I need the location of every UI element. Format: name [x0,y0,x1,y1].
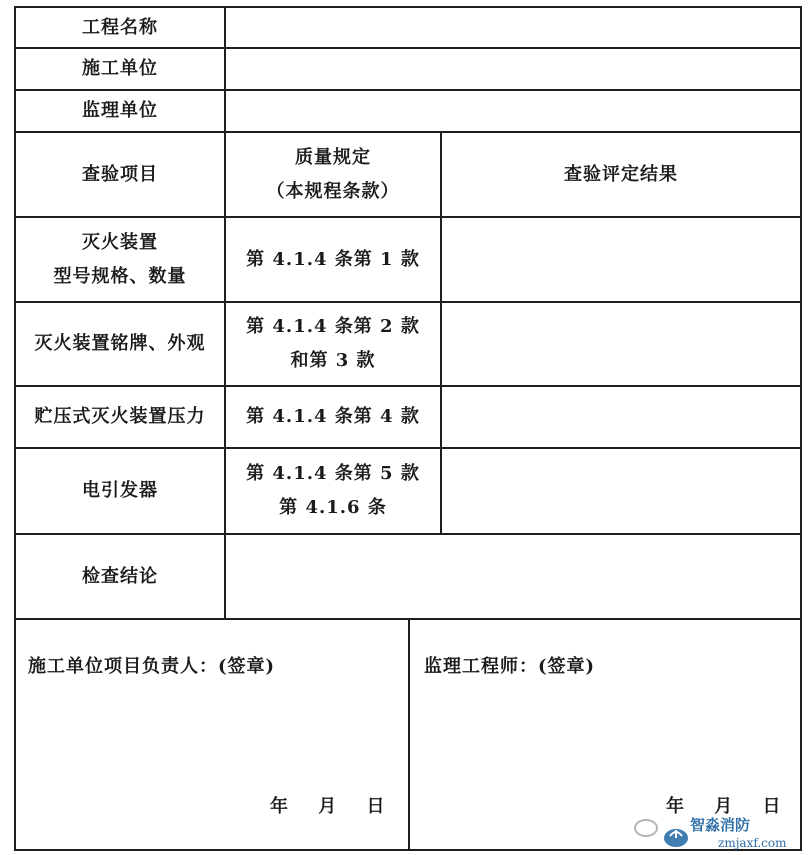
watermark-brand: 智淼消防 [690,816,751,834]
row-item: 贮压式灭火装置压力 [34,406,206,427]
supervisor-signature: 监理工程师：(签章) [424,656,596,677]
watermark-url: zmjaxf.com [718,836,787,850]
conclusion-value[interactable] [226,535,800,618]
header-result: 查验评定结果 [564,163,678,185]
row-result[interactable] [442,218,800,301]
date-left: 年 月 日 [270,796,386,817]
construction-unit-value[interactable] [226,49,800,89]
row-clause: 第 4.1.4 条第 5 款 第 4.1.6 条 [246,463,420,518]
watermark-logo-icon [628,808,688,852]
signature-divider [408,618,410,851]
row-clause: 第 4.1.4 条第 1 款 [246,248,420,270]
header-item: 查验项目 [82,163,158,185]
supervision-unit-label: 监理单位 [82,100,158,121]
conclusion-label: 检查结论 [82,565,158,587]
row-result[interactable] [442,449,800,533]
construction-lead-signature: 施工单位项目负责人：(签章) [28,656,276,677]
row-item: 电引发器 [82,480,158,501]
row-result[interactable] [442,387,800,447]
row-result[interactable] [442,303,800,385]
row-item: 灭火装置铭牌、外观 [34,333,206,354]
row-clause: 第 4.1.4 条第 2 款 和第 3 款 [246,316,420,371]
project-name-value[interactable] [226,8,800,47]
border-right [800,6,802,851]
row-clause: 第 4.1.4 条第 4 款 [246,406,420,427]
row-item: 灭火装置 型号规格、数量 [53,231,187,287]
supervision-unit-value[interactable] [226,91,800,131]
project-name-label: 工程名称 [82,16,158,38]
construction-unit-label: 施工单位 [82,58,158,79]
date-right: 年 月 日 [666,796,782,817]
header-quality: 质量规定 （本规程条款） [266,146,400,202]
